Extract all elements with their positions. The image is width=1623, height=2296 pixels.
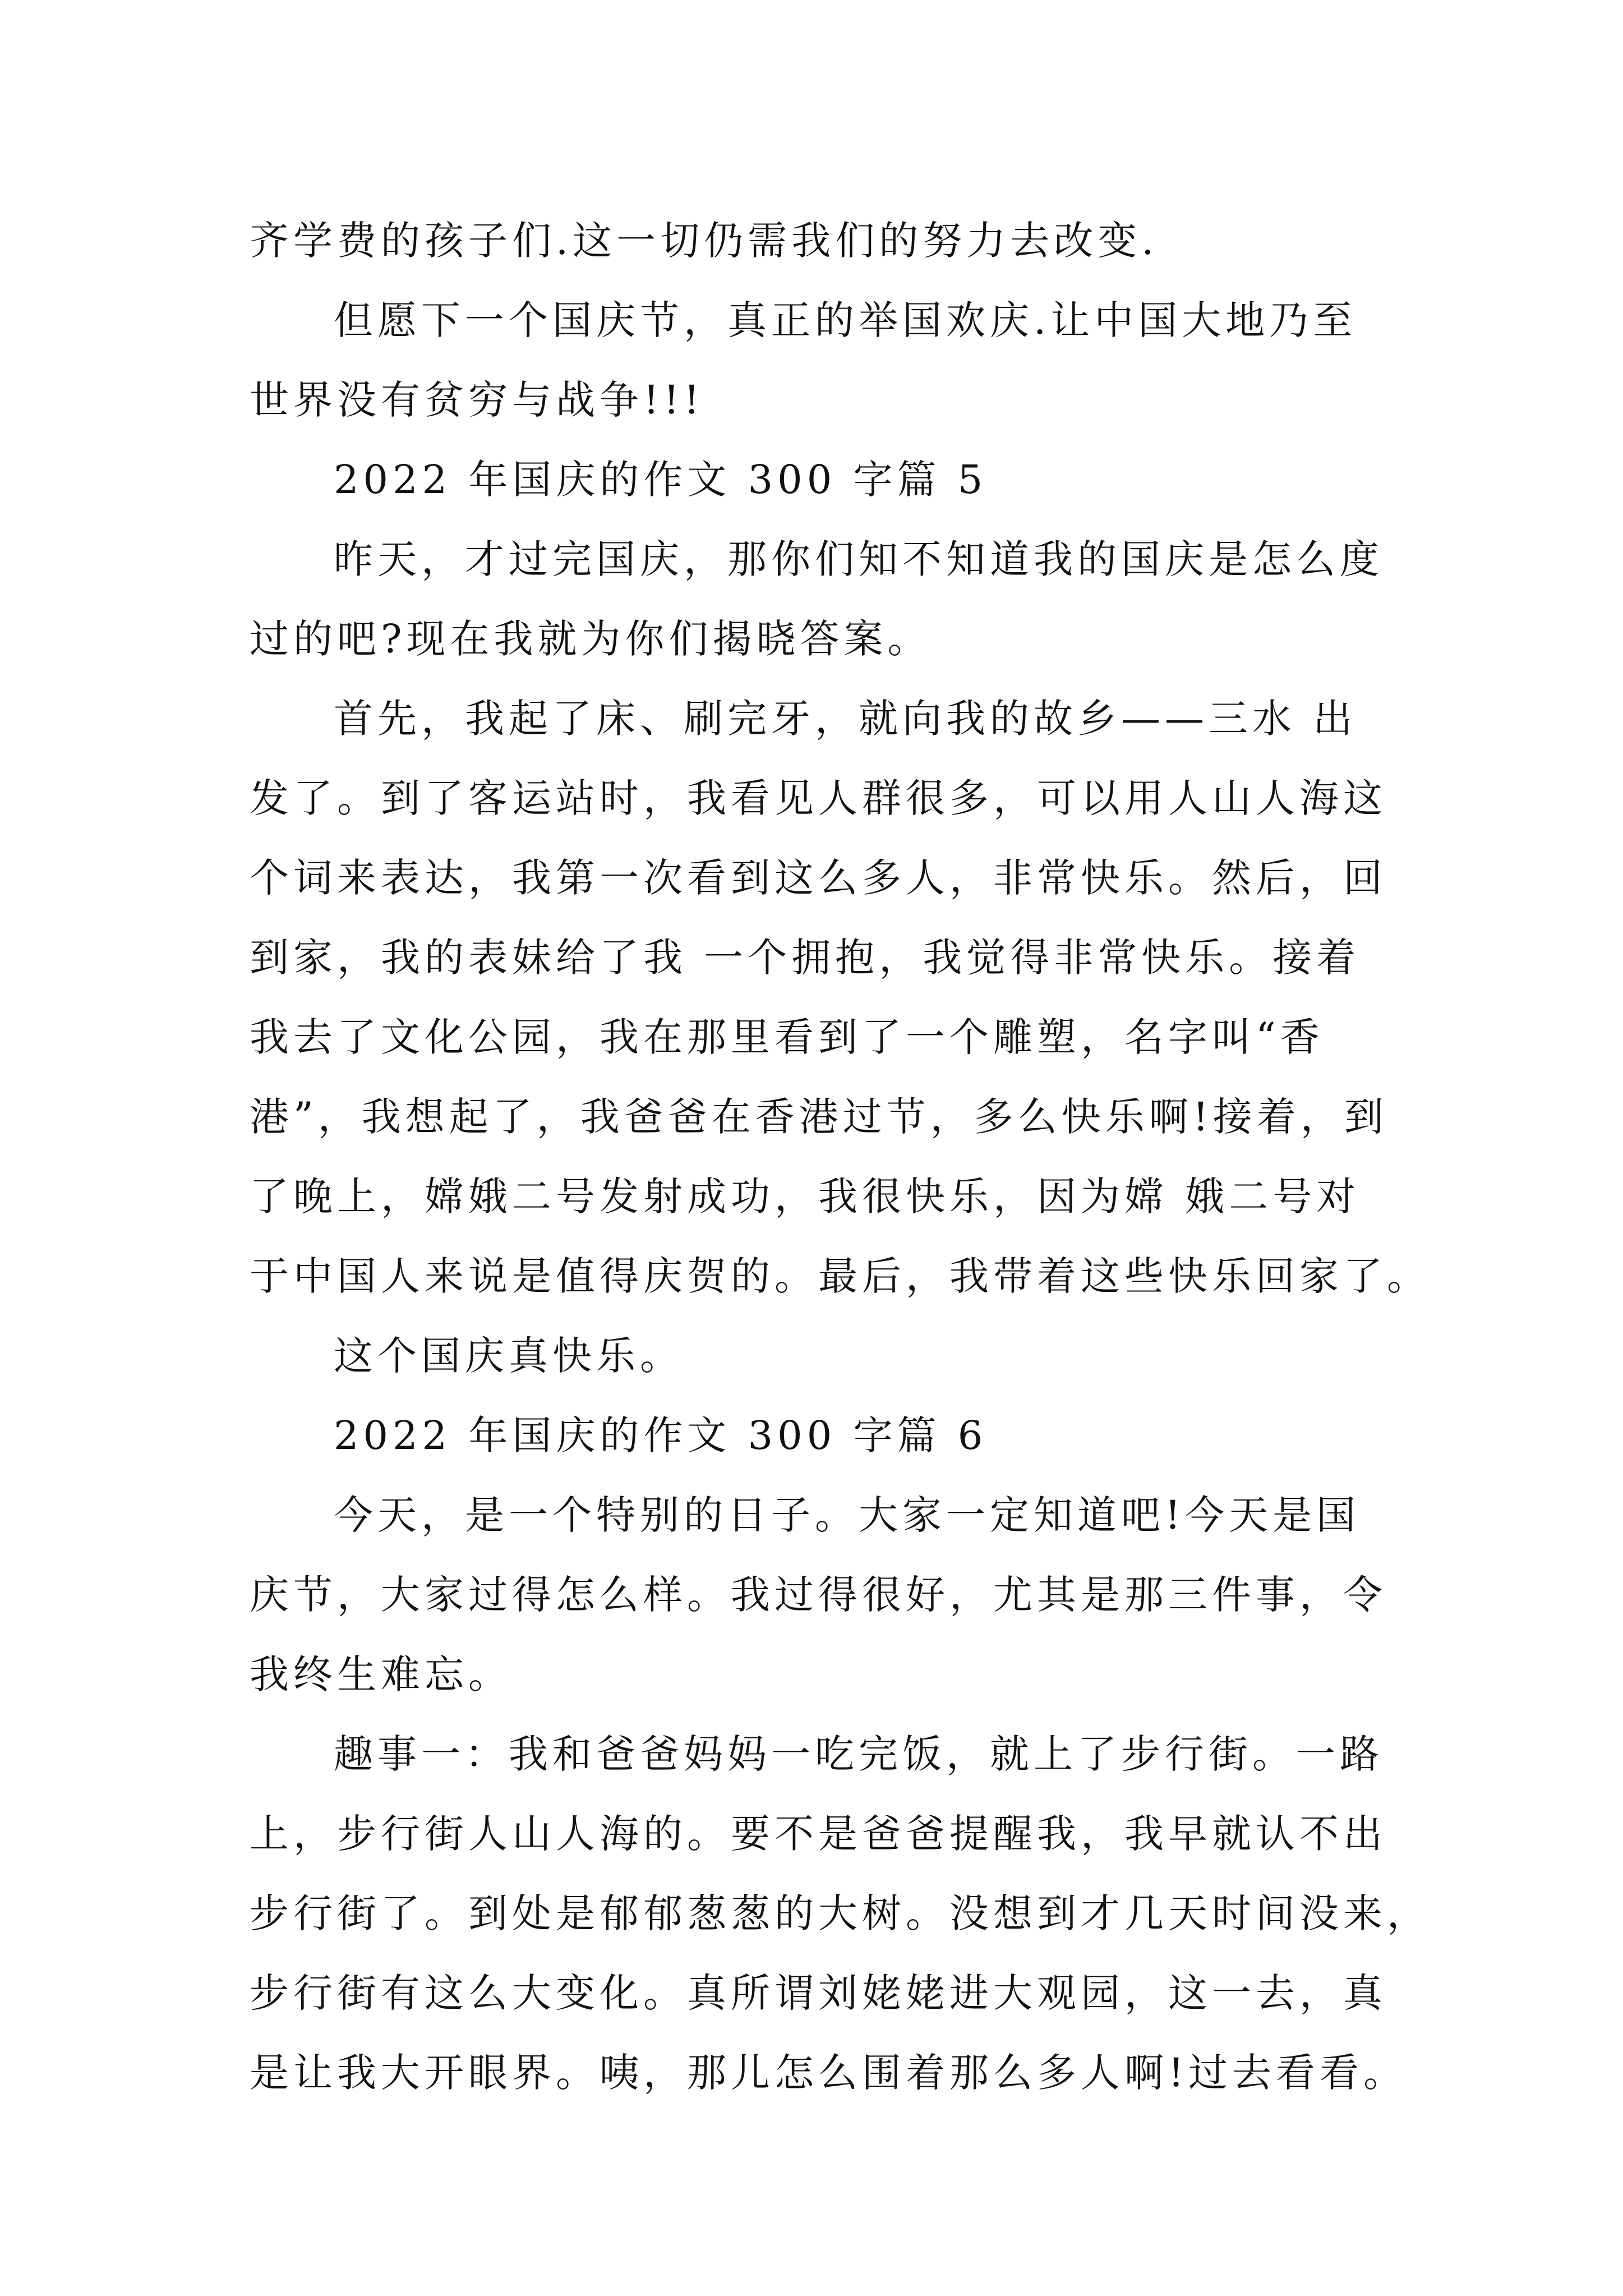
text-line: 了晚上，嫦娥二号发射成功，我很快乐，因为嫦 娥二号对 [250,1174,1361,1220]
text-line: 步行街有这么大变化。真所谓刘姥姥进大观园，这一去，真 [250,1970,1387,2016]
text-line: 我终生难忘。 [250,1651,512,1697]
text-line: 但愿下一个国庆节，真正的举国欢庆.让中国大地乃至 [334,297,1357,343]
text-line: 港”，我想起了，我爸爸在香港过节，多么快乐啊!接着，到 [250,1094,1388,1140]
text-line: 是让我大开眼界。咦，那儿怎么围着那么多人啊!过去看看。 [250,2050,1408,2096]
text-line: 步行街了。到处是郁郁葱葱的大树。没想到才几天时间没来， [250,1890,1431,1936]
text-line: 发了。到了客运站时，我看见人群很多，可以用人山人海这 [250,775,1387,821]
text-line: 昨天，才过完国庆，那你们知不知道我的国庆是怎么度 [334,536,1384,582]
text-line: 世界没有贫穷与战争!!! [250,377,704,423]
text-line: 今天，是一个特别的日子。大家一定知道吧!今天是国 [334,1492,1361,1538]
text-line: 首先，我起了床、刷完牙，就向我的故乡——三水 出 [334,696,1357,742]
text-line: 到家，我的表妹给了我 一个拥抱，我觉得非常快乐。接着 [250,935,1361,981]
text-line: 齐学费的孩子们.这一切仍需我们的努力去改变. [250,218,1159,264]
text-line: 于中国人来说是值得庆贺的。最后，我带着这些快乐回家了。 [250,1253,1431,1299]
text-line: 这个国庆真快乐。 [334,1333,684,1379]
text-line: 过的吧?现在我就为你们揭晓答案。 [250,616,932,662]
section-heading-5: 2022 年国庆的作文 300 字篇 5 [334,457,988,503]
section-heading-6: 2022 年国庆的作文 300 字篇 6 [334,1412,988,1458]
text-line: 上，步行街人山人海的。要不是爸爸提醒我，我早就认不出 [250,1811,1387,1857]
text-line: 庆节，大家过得怎么样。我过得很好，尤其是那三件事，令 [250,1572,1387,1618]
text-line: 我去了文化公园，我在那里看到了一个雕塑，名字叫“香 [250,1014,1324,1060]
text-line: 个词来表达，我第一次看到这么多人，非常快乐。然后，回 [250,855,1387,901]
body-text [250,201,1431,2113]
text-line: 趣事一：我和爸爸妈妈一吃完饭，就上了步行街。一路 [334,1731,1384,1777]
